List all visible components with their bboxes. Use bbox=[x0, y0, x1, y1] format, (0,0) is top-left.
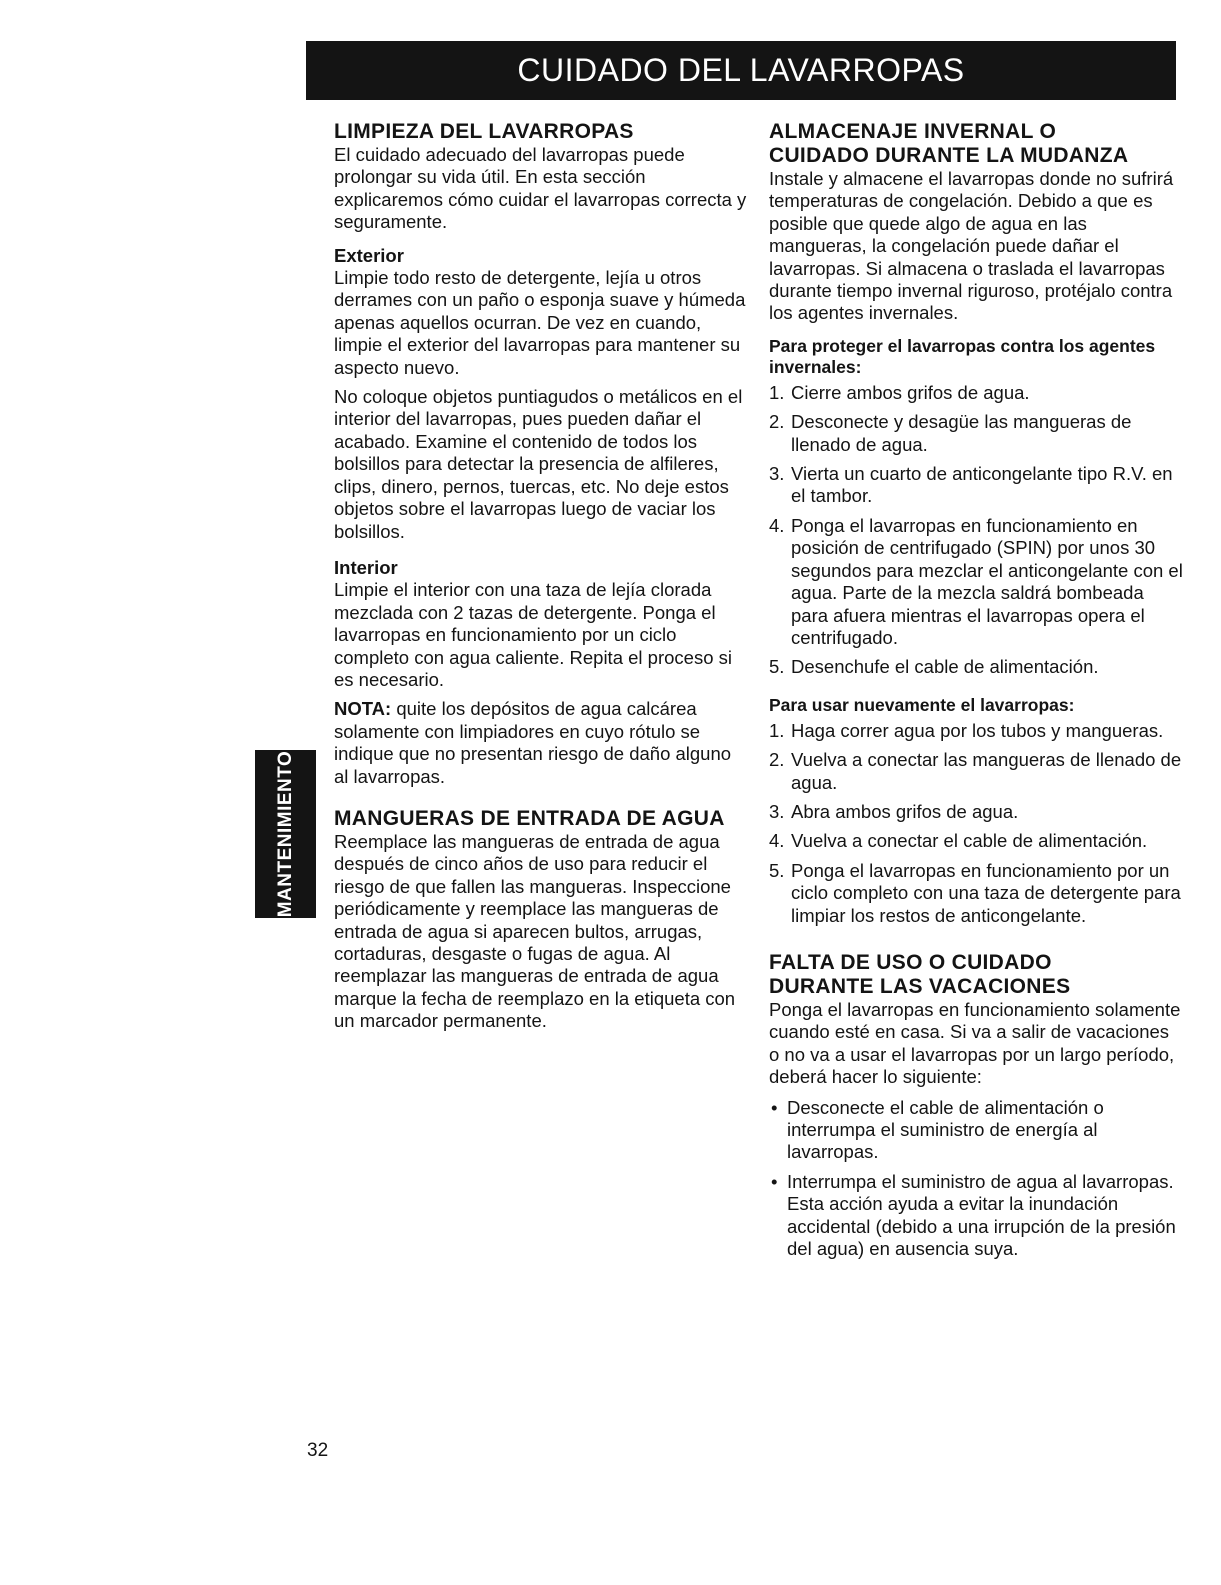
list-item: 2. Vuelva a conectar las mangueras de llenado de agua. bbox=[769, 749, 1182, 793]
nota-label: NOTA: bbox=[334, 698, 392, 720]
mangueras-paragraph: Reemplace las mangueras de entrada de agua después de cinco años de uso para reducir el riesgo de que fallen las mangueras. Inspeccione periódicamente y reemplace las mangueras de entrada de agua si aparecen bultos, arrugas, cortaduras, desgaste o fugas de agua. Al reemplazar las mangueras de entrada de agua marque la fecha de reemplazo en la etiqueta con un marcador permanente. bbox=[334, 830, 736, 1032]
exterior-heading: Exterior bbox=[334, 244, 404, 266]
limpieza-heading: LIMPIEZA DEL LAVARROPAS bbox=[334, 120, 634, 143]
almacenaje-heading-line-2: CUIDADO DURANTE LA MUDANZA bbox=[769, 144, 1129, 167]
list-item: 3. Vierta un cuarto de anticongelante tipo R.V. en el tambor. bbox=[769, 463, 1173, 507]
interior-heading: Interior bbox=[334, 556, 398, 578]
list-item: 4. Ponga el lavarropas en funcionamiento en posición de centrifugado (SPIN) por unos 30 segundos para mezclar el anticongelante con el agua. Parte de la mezcla saldrá bombeada para afuera mientras el lavarropas opera el centrifugado. bbox=[769, 514, 1183, 648]
list-item: 1. Haga correr agua por los tubos y mangueras. bbox=[769, 719, 1164, 741]
falta-paragraph: Ponga el lavarropas en funcionamiento solamente cuando esté en casa. Si va a salir de vacaciones o no va a usar el lavarropas por un largo período, deberá hacer lo siguiente: bbox=[769, 998, 1181, 1088]
almacenaje-paragraph: Instale y almacene el lavarropas donde no sufrirá temperaturas de congelación. Debido a que es posible que quede algo de agua en las mangueras, la congelación puede dañar el lavarropas. Si almacena o traslada el lavarropas durante tiempo invernal riguroso, protéjalo contra los agentes invernales. bbox=[769, 168, 1174, 324]
proteger-heading: Para proteger el lavarropas contra los agentes invernales: bbox=[769, 335, 1156, 377]
nota-paragraph bbox=[334, 698, 749, 788]
list-item: 3. Abra ambos grifos de agua. bbox=[769, 800, 1019, 822]
left-column bbox=[334, 120, 749, 1033]
list-item: 1. Cierre ambos grifos de agua. bbox=[769, 381, 1030, 403]
list-item: 4. Vuelva a conectar el cable de alimentación. bbox=[769, 830, 1148, 852]
banner-title: CUIDADO DEL LAVARROPAS bbox=[517, 52, 965, 88]
list-item: 5. Desenchufe el cable de alimentación. bbox=[769, 656, 1099, 678]
section-side-tab bbox=[255, 750, 316, 918]
exterior-paragraph-1: Limpie todo resto de detergente, lejía u otros derrames con un paño o esponja suave y húmeda apenas aquellos ocurran. De vez en cuando, limpie el exterior del lavarropas para mantener su aspecto nuevo. bbox=[334, 267, 746, 378]
exterior-paragraph-2: No coloque objetos puntiagudos o metálicos en el interior del lavarropas, pues pueden dañar el acabado. Examine el contenido de todos los bolsillos para detectar la presencia de alfileres, clips, dinero, pernos, tuercas, etc. No deje estos objetos sobre el lavarropas luego de vaciar los bolsillos. bbox=[334, 386, 743, 542]
list-item: 2. Desconecte y desagüe las mangueras de llenado de agua. bbox=[769, 411, 1132, 455]
page-number: 32 bbox=[307, 1440, 329, 1461]
mangueras-heading: MANGUERAS DE ENTRADA DE AGUA bbox=[334, 806, 725, 830]
page-banner bbox=[306, 41, 1176, 100]
proteger-steps-list bbox=[769, 382, 1184, 679]
list-item: • Desconecte el cable de alimentación o interrumpa el suministro de energía al lavarropas. bbox=[771, 1096, 1104, 1163]
nota-text: quite los depósitos de agua calcárea solamente con limpiadores en cuyo rótulo se indique que no presentan riesgo de daño alguno al lavarropas. bbox=[334, 698, 732, 787]
right-column bbox=[769, 120, 1184, 1260]
falta-heading-line-1: FALTA DE USO O CUIDADO bbox=[769, 950, 1052, 974]
list-item: 5. Ponga el lavarropas en funcionamiento por un ciclo completo con una taza de detergente para limpiar los restos de anticongelante. bbox=[769, 859, 1181, 926]
limpieza-intro: El cuidado adecuado del lavarropas puede prolongar su vida útil. En esta sección explicaremos cómo cuidar el lavarropas correcta y seguramente. bbox=[334, 144, 747, 233]
falta-heading-line-2: DURANTE LAS VACACIONES bbox=[769, 974, 1071, 998]
usar-heading: Para usar nuevamente el lavarropas: bbox=[769, 694, 1075, 715]
interior-paragraph-1: Limpie el interior con una taza de lejía clorada mezclada con 2 tazas de detergente. Ponga el lavarropas en funcionamiento por un ciclo completo con agua caliente. Repita el proceso si es necesario. bbox=[334, 579, 732, 690]
falta-bullet-list bbox=[769, 1097, 1184, 1261]
side-tab-label: MANTENIMIENTO bbox=[274, 750, 296, 918]
usar-steps-list bbox=[769, 720, 1184, 927]
almacenaje-heading-line-1: ALMACENAJE INVERNAL O bbox=[769, 120, 1057, 143]
list-item: • Interrumpa el suministro de agua al lavarropas. Esta acción ayuda a evitar la inundación accidental (debido a una irrupción de la presión del agua) en ausencia suya. bbox=[771, 1170, 1176, 1260]
